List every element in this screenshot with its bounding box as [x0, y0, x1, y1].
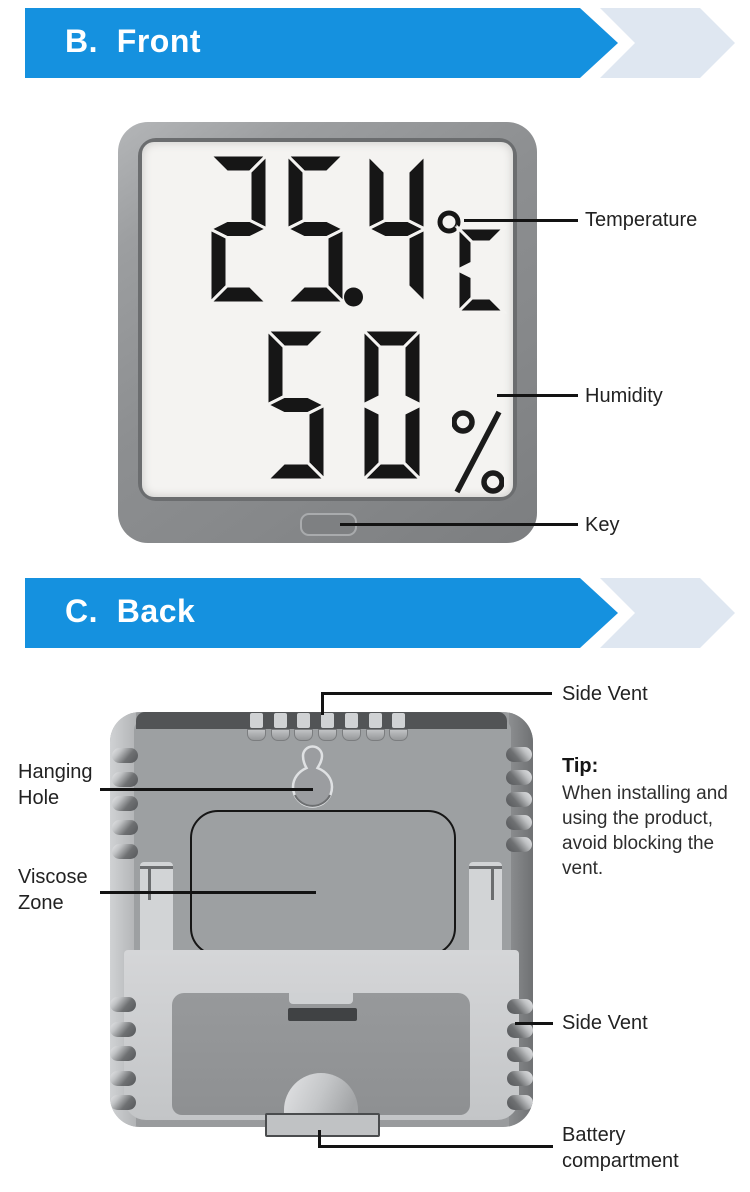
- callout-label-battery-compartment: Battery compartment: [562, 1124, 679, 1172]
- top-vent-tab: [389, 729, 408, 741]
- stand-slot-notch: [148, 866, 151, 900]
- callout-label-humidity: Humidity: [585, 385, 663, 407]
- side-vent-slot: [507, 1071, 533, 1086]
- battery-panel-slot: [288, 1008, 357, 1021]
- top-vent-tab: [342, 729, 361, 741]
- side-vent-slot: [112, 820, 138, 835]
- side-vent-slot: [110, 1095, 136, 1110]
- back-device: [110, 712, 533, 1127]
- callout-line-side-vent-top: [321, 692, 552, 695]
- banner-front-title: B. Front: [65, 23, 202, 59]
- callout-line-battery: [318, 1145, 553, 1148]
- side-vent-slot: [506, 770, 532, 785]
- top-vent-slot: [392, 713, 405, 728]
- battery-door: [265, 1113, 380, 1137]
- top-vent-slot: [321, 713, 334, 728]
- side-vent-slot: [112, 844, 138, 859]
- side-vent-slot: [110, 1071, 136, 1086]
- top-vent-tab: [247, 729, 266, 741]
- side-vent-slot: [506, 792, 532, 807]
- top-vent-tab: [366, 729, 385, 741]
- callout-line-temperature: [464, 219, 578, 222]
- viscose-zone-outline: [190, 810, 456, 956]
- callout-line-viscose-zone: [100, 891, 316, 894]
- top-vent-slot: [297, 713, 310, 728]
- callout-label-temperature: Temperature: [585, 209, 698, 231]
- side-vent-slot: [110, 1046, 136, 1061]
- side-vent-slot: [506, 837, 532, 852]
- degree-icon: [440, 213, 458, 231]
- stand-slot-notch: [491, 866, 494, 900]
- tip-body: When installing and using the product, avoid blocking the vent.: [562, 783, 728, 879]
- percent-icon: [452, 410, 504, 494]
- callout-line-side-vent-top-v: [321, 692, 324, 715]
- temperature-unit-display: [436, 210, 510, 316]
- callout-label-hanging-hole: Hanging Hole: [18, 761, 93, 809]
- banner-back-title: C. Back: [65, 593, 196, 629]
- banner-front-light-chevron: [600, 8, 735, 78]
- callout-label-side-vent-right: Side Vent: [562, 1012, 648, 1034]
- battery-panel-notch: [289, 993, 353, 1004]
- side-vent-slot: [507, 999, 533, 1014]
- hanging-hole: [281, 742, 345, 814]
- top-vent-slot: [274, 713, 287, 728]
- top-vent-tab: [271, 729, 290, 741]
- humidity-digits: [260, 325, 432, 485]
- callout-line-key: [340, 523, 578, 526]
- callout-line-humidity: [497, 394, 578, 397]
- side-vent-slot: [112, 748, 138, 763]
- side-vent-slot: [506, 747, 532, 762]
- top-vent-slot: [250, 713, 263, 728]
- callout-label-key: Key: [585, 514, 620, 536]
- callout-line-side-vent-right: [515, 1022, 553, 1025]
- top-vent-slot: [369, 713, 382, 728]
- side-vent-slot: [507, 1095, 533, 1110]
- callout-line-hanging-hole: [100, 788, 313, 791]
- stand-slot-notch: [140, 866, 173, 869]
- top-vent-tab: [294, 729, 313, 741]
- side-vent-slot: [112, 796, 138, 811]
- stand-slot-notch: [469, 866, 502, 869]
- side-vent-slot: [507, 1047, 533, 1062]
- temperature-digits: [205, 150, 435, 312]
- side-vent-slot: [506, 815, 532, 830]
- tip-heading: Tip:: [562, 755, 599, 777]
- side-vent-slot: [110, 1022, 136, 1037]
- banner-back-light-chevron: [600, 578, 735, 648]
- callout-label-viscose-zone: Viscose Zone: [18, 866, 88, 914]
- top-vent-slot: [345, 713, 358, 728]
- callout-label-side-vent-top: Side Vent: [562, 683, 648, 705]
- top-vent-tab: [318, 729, 337, 741]
- side-vent-slot: [110, 997, 136, 1012]
- side-vent-slot: [112, 772, 138, 787]
- side-vent-slot: [507, 1023, 533, 1038]
